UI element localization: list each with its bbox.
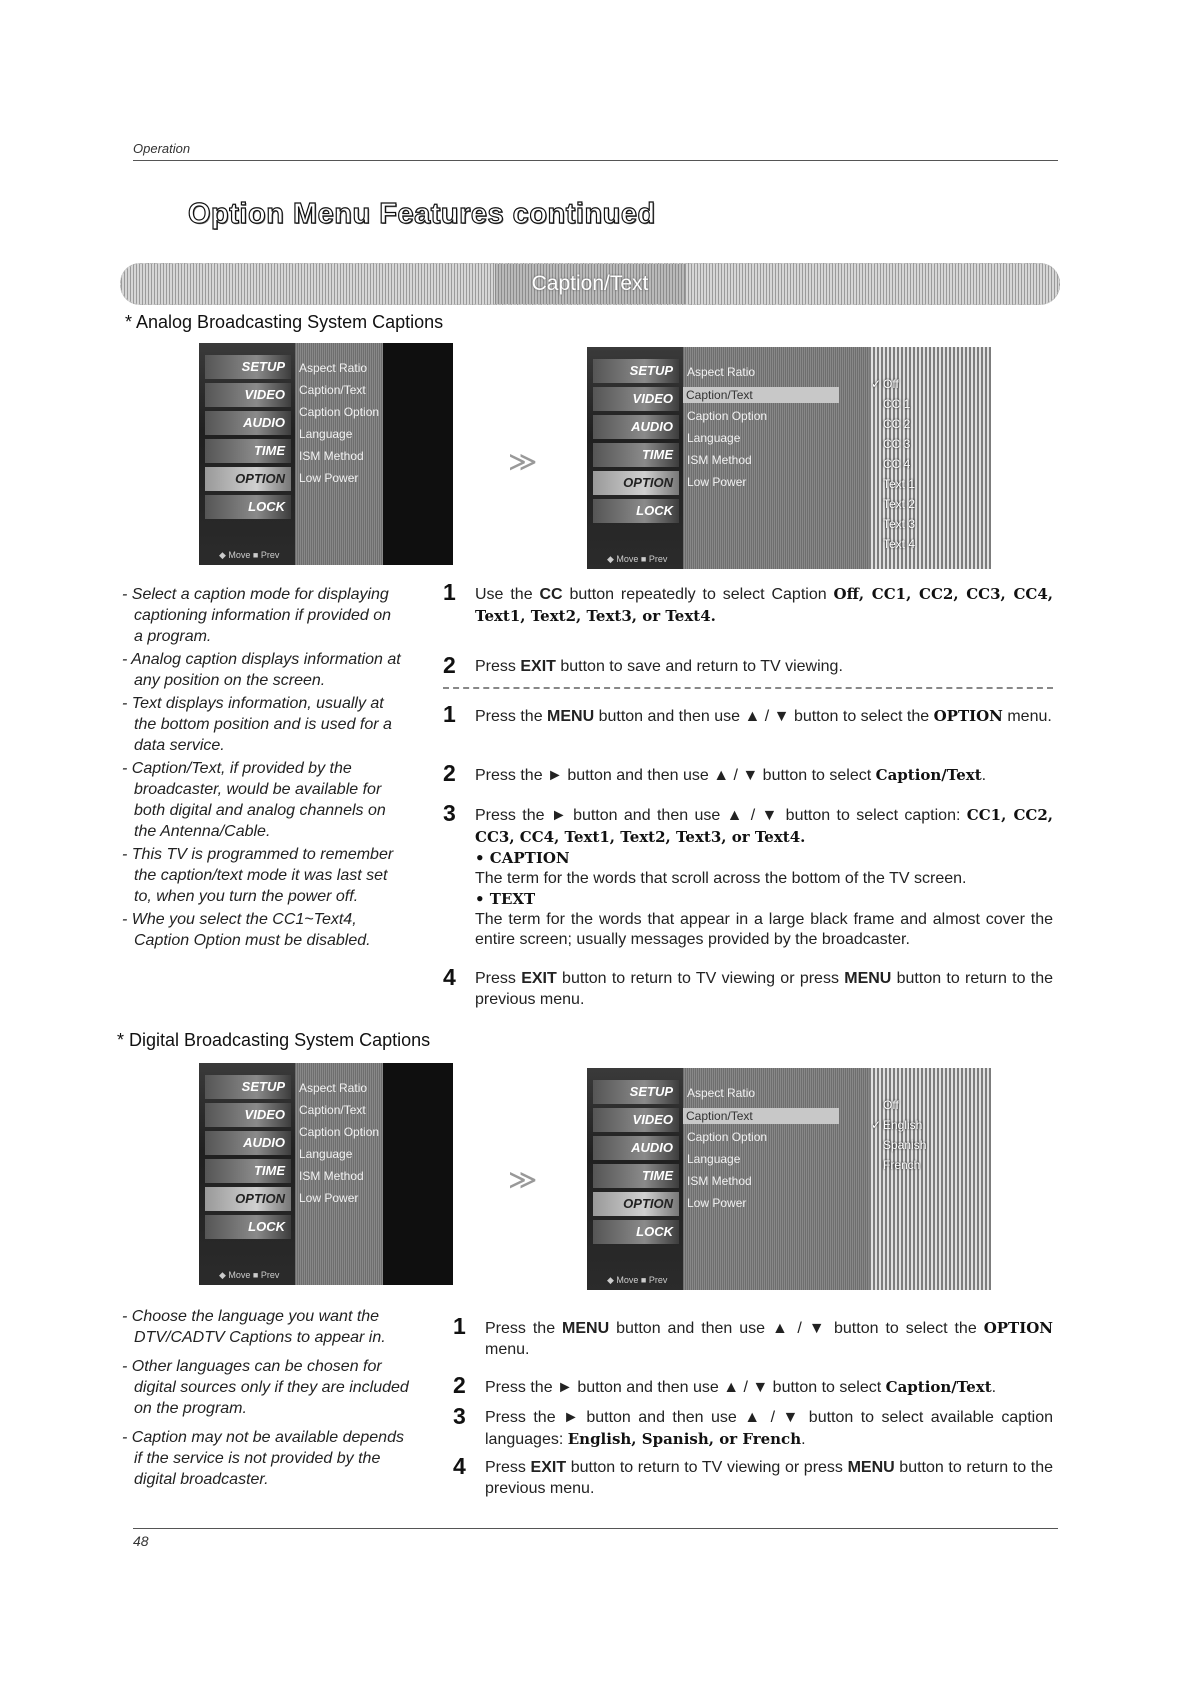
key-label: OPTION [983, 1319, 1053, 1337]
step-text: button to return to TV viewing or press [556, 970, 845, 987]
menu-item-low-power: Low Power [299, 1191, 359, 1205]
menu-tab-time: TIME [205, 1159, 291, 1183]
step-text: Use the [475, 586, 540, 603]
menu-footer: ◆ Move ■ Prev [607, 1275, 668, 1285]
side-note: - Caption/Text, if provided by the broadcaster, would be available for both digital and analog channels on the Antenna/Cable. [122, 760, 386, 840]
menu-tab-setup: SETUP [593, 1080, 679, 1104]
submenu-option: Off [883, 377, 899, 391]
key-label: EXIT [520, 658, 556, 675]
side-note: - Select a caption mode for displaying captioning information if provided on a program. [122, 586, 392, 645]
menu-tab-video: VIDEO [205, 1103, 291, 1127]
key-label: MENU [847, 1459, 895, 1476]
step-text: Press [475, 970, 522, 987]
dashed-divider [443, 687, 1053, 689]
side-note: - Other languages can be chosen for digital sources only if they are included on the program. [122, 1358, 409, 1417]
page-title: Option Menu Features continued [188, 198, 656, 230]
menu-footer: ◆ Move ■ Prev [219, 1270, 280, 1280]
menu-item-ism-method: ISM Method [299, 1169, 364, 1183]
menu-tab-option: OPTION [593, 1192, 679, 1216]
menu-item-caption-text: Caption/Text [299, 383, 366, 397]
submenu-option: Text 4 [883, 537, 916, 551]
menu-footer: ◆ Move ■ Prev [607, 554, 668, 564]
menu-tab-audio: AUDIO [205, 411, 291, 435]
caption-term-text: The term for the words that scroll across the bottom of the TV screen. [475, 869, 967, 887]
section-banner [120, 263, 1060, 305]
menu-item-language: Language [299, 1147, 353, 1161]
digital-menu-screen-1 [199, 1063, 453, 1285]
submenu-option: CC 2 [883, 417, 911, 431]
step-text: button to return to TV viewing or press [566, 1459, 848, 1476]
menu-item-ism-method: ISM Method [687, 453, 752, 467]
header-rule [133, 160, 1058, 161]
step-number: 1 [443, 701, 456, 727]
menu-tab-lock: LOCK [593, 1220, 679, 1244]
menu-item-ism-method: ISM Method [687, 1174, 752, 1188]
digital-menu-screen-2 [587, 1068, 991, 1290]
key-label: MENU [562, 1320, 610, 1337]
menu-tab-time: TIME [593, 443, 679, 467]
side-note: - Analog caption displays information at any position on the screen. [122, 651, 401, 689]
menu-tab-time: TIME [593, 1164, 679, 1188]
digital-step-1 [453, 1313, 1053, 1360]
menu-item-aspect-ratio: Aspect Ratio [299, 1081, 368, 1095]
menu-item-low-power: Low Power [687, 475, 747, 489]
step-text: menu. [485, 1340, 530, 1358]
analog-step-4 [443, 964, 1054, 1010]
digital-step-3 [453, 1403, 1053, 1450]
digital-side-notes [122, 1306, 412, 1492]
step-text: button to return to the previous menu. [485, 1459, 1054, 1497]
analog-step-1 [443, 701, 1053, 728]
analog-quick-step-1 [443, 579, 1053, 627]
submenu-option: French [883, 1158, 921, 1172]
banner-center [495, 264, 685, 304]
menu-item-caption-option: Caption Option [299, 405, 380, 419]
side-note: - This TV is programmed to remember the caption/text mode it was last set to, when you turn the power off. [122, 846, 394, 905]
step-number: 3 [453, 1403, 466, 1429]
menu-item-aspect-ratio: Aspect Ratio [299, 361, 368, 375]
step-text: Press [485, 1459, 531, 1476]
submenu-option: Text 3 [883, 517, 916, 531]
menu-tab-setup: SETUP [205, 1075, 291, 1099]
menu-tab-video: VIDEO [205, 383, 291, 407]
menu-tab-setup: SETUP [593, 359, 679, 383]
menu-tab-option: OPTION [205, 467, 291, 491]
digital-step-4 [453, 1453, 1054, 1499]
menu-tab-setup: SETUP [205, 355, 291, 379]
analog-step-2 [443, 760, 1053, 787]
menu-item-caption-text-selected: Caption/Text [683, 1108, 839, 1124]
menu-tab-lock: LOCK [593, 499, 679, 523]
step-text: Press the ► button and then use ▲ / ▼ button to select [475, 767, 876, 784]
step-text: . [991, 1379, 997, 1396]
key-label: Caption/Text [885, 1378, 992, 1396]
analog-menu-screen-1 [199, 343, 453, 565]
menu-footer: ◆ Move ■ Prev [219, 550, 280, 560]
menu-item-caption-option: Caption Option [687, 409, 768, 423]
menu-item-aspect-ratio: Aspect Ratio [687, 365, 756, 379]
step-text: Press the ► button and then use ▲ / ▼ button to select caption: [475, 807, 967, 824]
submenu-option: CC 4 [883, 457, 911, 471]
submenu-option: Off [883, 1098, 899, 1112]
submenu-option: CC 1 [883, 397, 911, 411]
analog-menu-screen-2 [587, 347, 991, 569]
step-text: menu. [1002, 708, 1052, 725]
menu-tab-lock: LOCK [205, 495, 291, 519]
step-text: Press the ► button and then use ▲ / ▼ button to select [485, 1379, 886, 1396]
menu-item-caption-text-selected: Caption/Text [683, 387, 839, 403]
step-text: Press [475, 658, 521, 675]
menu-tab-option: OPTION [593, 471, 679, 495]
menu-item-language: Language [687, 1152, 741, 1166]
step-number: 2 [443, 652, 456, 678]
text-term-text: The term for the words that appear in a large black frame and almost cover the entire screen; usually messages provided by the broadcaster. [475, 910, 1053, 948]
menu-tab-time: TIME [205, 439, 291, 463]
digital-heading: * Digital Broadcasting System Captions [117, 1030, 431, 1050]
submenu-option: Spanish [883, 1138, 927, 1152]
analog-step-3 [443, 800, 1054, 951]
step-number: 4 [453, 1453, 466, 1479]
submenu-option: CC 3 [883, 437, 911, 451]
text-term-heading: • TEXT [475, 890, 536, 908]
key-label: EXIT [521, 970, 557, 987]
menu-item-language: Language [299, 427, 353, 441]
step-text: button and then use ▲ / ▼ button to select the [594, 708, 934, 725]
submenu-option: Text 2 [883, 497, 916, 511]
digital-step-2 [453, 1372, 1053, 1399]
submenu-option: English [883, 1118, 923, 1132]
language-options: English, Spanish, or French [567, 1429, 802, 1448]
menu-item-ism-method: ISM Method [299, 449, 364, 463]
banner-label: Caption/Text [531, 272, 649, 295]
step-text: button to return to the previous menu. [475, 970, 1054, 1008]
step-text: button to save and return to TV viewing. [555, 658, 843, 675]
menu-tab-lock: LOCK [205, 1215, 291, 1239]
key-label: CC [539, 586, 563, 603]
menu-item-caption-option: Caption Option [299, 1125, 380, 1139]
next-arrow-icon: ≫ [508, 446, 538, 477]
menu-tab-audio: AUDIO [205, 1131, 291, 1155]
step-text: . [981, 767, 987, 784]
step-text: Press the [485, 1320, 563, 1337]
menu-item-caption-text: Caption/Text [299, 1103, 366, 1117]
menu-item-language: Language [687, 431, 741, 445]
next-arrow-icon: ≫ [508, 1164, 538, 1195]
caption-term-heading: • CAPTION [475, 849, 570, 867]
analog-heading: * Analog Broadcasting System Captions [125, 312, 444, 332]
section-label: Operation [133, 141, 191, 156]
menu-tab-audio: AUDIO [593, 415, 679, 439]
side-note: - Text displays information, usually at the bottom position and is used for a data service. [122, 695, 392, 754]
menu-tab-audio: AUDIO [593, 1136, 679, 1160]
step-number: 2 [453, 1372, 466, 1398]
menu-item-low-power: Low Power [687, 1196, 747, 1210]
submenu-check-icon: ✓ [871, 377, 882, 391]
step-text: Press the [475, 708, 548, 725]
analog-side-notes [122, 584, 404, 953]
step-text: button repeatedly to select Caption [562, 586, 834, 603]
submenu-check-icon: ✓ [871, 1118, 882, 1132]
step-number: 1 [443, 579, 456, 605]
key-label: Caption/Text [875, 766, 982, 784]
menu-item-caption-option: Caption Option [687, 1130, 768, 1144]
submenu-option: Text 1 [883, 477, 916, 491]
side-note: - Whe you select the CC1~Text4, Caption Option must be disabled. [122, 911, 371, 949]
menu-tab-video: VIDEO [593, 387, 679, 411]
step-number: 3 [443, 800, 456, 826]
page-number: 48 [133, 1533, 149, 1549]
step-number: 2 [443, 760, 456, 786]
side-note: - Choose the language you want the DTV/CADTV Captions to appear in. [122, 1308, 386, 1346]
side-note: - Caption may not be available depends if the service is not provided by the digital broadcaster. [122, 1429, 404, 1488]
key-label: EXIT [530, 1459, 567, 1476]
step-number: 1 [453, 1313, 466, 1339]
analog-quick-step-2 [443, 652, 1053, 678]
footer-rule [133, 1528, 1058, 1529]
menu-item-aspect-ratio: Aspect Ratio [687, 1086, 756, 1100]
key-label: MENU [547, 708, 595, 725]
menu-tab-option: OPTION [205, 1187, 291, 1211]
key-label: MENU [844, 970, 892, 987]
key-label: OPTION [933, 707, 1003, 725]
caption-options: CC1, CC2, CC3, CC4, Text1, Text2, Text3, or Text4. [475, 806, 1054, 846]
caption-options: Off, CC1, CC2, CC3, CC4, Text1, Text2, Text3, or Text4. [475, 585, 1053, 625]
step-text: button and then use ▲ / ▼ button to select the [609, 1320, 984, 1337]
step-text: Press the ► button and then use ▲ / ▼ button to select available caption languages: [485, 1409, 1053, 1448]
step-number: 4 [443, 964, 456, 990]
menu-item-low-power: Low Power [299, 471, 359, 485]
menu-tab-video: VIDEO [593, 1108, 679, 1132]
step-text: . [801, 1430, 806, 1448]
